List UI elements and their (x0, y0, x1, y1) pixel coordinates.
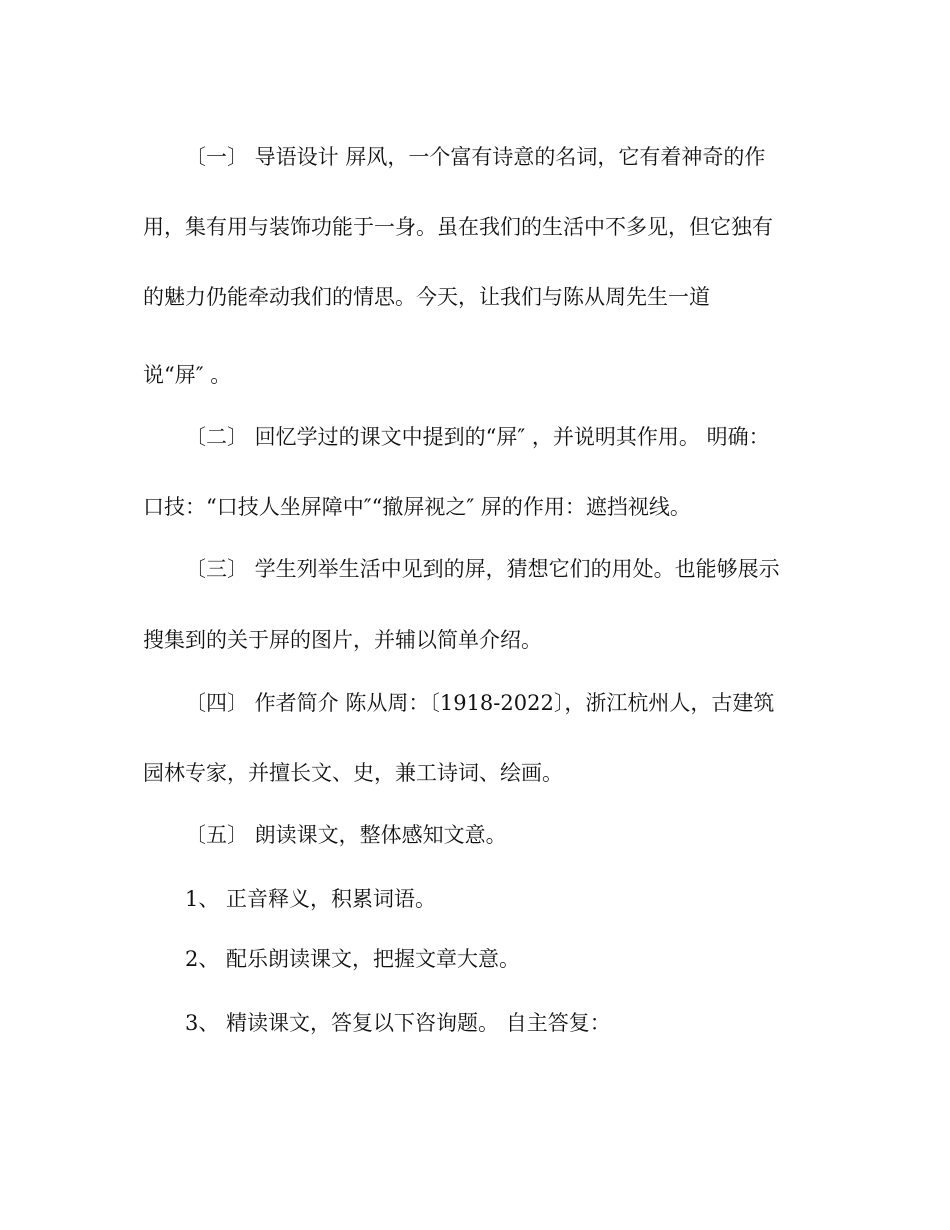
text-line: 用，集有用与装饰功能于一身。虽在我们的生活中不多见，但它独有 (143, 215, 773, 239)
text-line: 〔五〕 朗读课文，整体感知文意。 (185, 823, 507, 847)
text-line: 园林专家，并擅长文、史，兼工诗词、绘画。 (143, 761, 563, 785)
text-line: 〔四〕 作者简介 陈从周：〔1918-2022〕，浙江杭州人，古建筑 (185, 691, 775, 715)
text-line: 〔二〕 回忆学过的课文中提到的“屏″ ，并说明其作用。 明确： (185, 425, 770, 449)
list-item: 1、 正音释义，积累词语。 (185, 887, 437, 911)
text-line: 说“屏″ 。 (143, 363, 232, 387)
text-line: 的魅力仍能牵动我们的情思。今天，让我们与陈从周先生一道 (143, 285, 710, 309)
list-item: 2、 配乐朗读课文，把握文章大意。 (185, 947, 521, 971)
text-line: 口技：“口技人坐屏障中″“撤屏视之″ 屏的作用：遮挡视线。 (143, 495, 691, 519)
text-line: 〔三〕 学生列举生活中见到的屏，猜想它们的用处。也能够展示 (185, 557, 780, 581)
list-item: 3、 精读课文，答复以下咨询题。 自主答复： (185, 1011, 611, 1035)
text-line: 搜集到的关于屏的图片，并辅以简单介绍。 (143, 628, 542, 652)
text-line: 〔一〕 导语设计 屏风，一个富有诗意的名词，它有着神奇的作 (185, 145, 766, 169)
